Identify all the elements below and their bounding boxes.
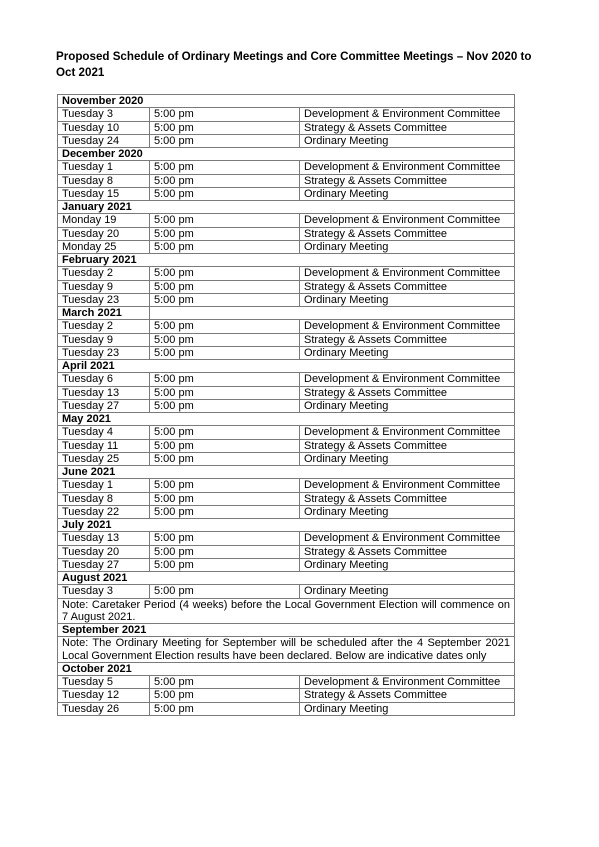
table-row [58, 280, 515, 293]
table-row [58, 187, 515, 200]
month-label: November 2020 [58, 95, 515, 108]
meeting-day: Tuesday 23 [58, 346, 150, 359]
month-header-row [58, 95, 515, 108]
meeting-day: Tuesday 23 [58, 293, 150, 306]
month-label: June 2021 [58, 466, 515, 479]
meeting-time: 5:00 pm [150, 227, 300, 240]
meeting-time: 5:00 pm [150, 452, 300, 465]
table-row [58, 545, 515, 558]
table-row [58, 532, 515, 545]
meeting-name: Development & Environment Committee [300, 214, 515, 227]
meeting-day: Tuesday 27 [58, 399, 150, 412]
meeting-name: Strategy & Assets Committee [300, 386, 515, 399]
meeting-time: 5:00 pm [150, 532, 300, 545]
meeting-time: 5:00 pm [150, 676, 300, 689]
meeting-time: 5:00 pm [150, 320, 300, 333]
meeting-day: Tuesday 1 [58, 161, 150, 174]
meeting-time: 5:00 pm [150, 399, 300, 412]
schedule-body [58, 95, 515, 716]
table-row [58, 585, 515, 598]
table-row [58, 320, 515, 333]
meeting-time: 5:00 pm [150, 386, 300, 399]
meeting-name: Strategy & Assets Committee [300, 439, 515, 452]
month-header-row [58, 307, 515, 320]
meeting-day: Tuesday 24 [58, 134, 150, 147]
meeting-day: Tuesday 9 [58, 280, 150, 293]
meeting-name: Strategy & Assets Committee [300, 689, 515, 702]
month-label: December 2020 [58, 148, 515, 161]
meeting-name: Development & Environment Committee [300, 532, 515, 545]
meeting-time: 5:00 pm [150, 240, 300, 253]
month-header-row [58, 466, 515, 479]
meeting-name: Strategy & Assets Committee [300, 121, 515, 134]
meeting-name: Ordinary Meeting [300, 240, 515, 253]
meeting-day: Tuesday 3 [58, 108, 150, 121]
month-header-row [58, 413, 515, 426]
month-header-row [58, 360, 515, 373]
meeting-day: Tuesday 4 [58, 426, 150, 439]
schedule-note: Note: The Ordinary Meeting for September will be scheduled after the 4 September 2021 Local Government Election results have been declared. Below are indicative dates only [58, 637, 515, 663]
empty-cell [150, 307, 515, 320]
meeting-name: Development & Environment Committee [300, 267, 515, 280]
meeting-name: Ordinary Meeting [300, 585, 515, 598]
table-row [58, 386, 515, 399]
meeting-time: 5:00 pm [150, 346, 300, 359]
month-header-row [58, 254, 515, 267]
table-row [58, 373, 515, 386]
meeting-day: Tuesday 13 [58, 386, 150, 399]
meeting-name: Ordinary Meeting [300, 452, 515, 465]
meeting-time: 5:00 pm [150, 187, 300, 200]
meeting-day: Tuesday 5 [58, 676, 150, 689]
meeting-name: Ordinary Meeting [300, 134, 515, 147]
meeting-day: Tuesday 10 [58, 121, 150, 134]
meeting-day: Tuesday 2 [58, 320, 150, 333]
meeting-time: 5:00 pm [150, 373, 300, 386]
meeting-day: Tuesday 15 [58, 187, 150, 200]
table-row [58, 134, 515, 147]
meeting-day: Tuesday 22 [58, 505, 150, 518]
month-header-row [58, 519, 515, 532]
meeting-day: Tuesday 25 [58, 452, 150, 465]
document-title: Proposed Schedule of Ordinary Meetings and Core Committee Meetings – Nov 2020 to Oct 2021 [56, 50, 532, 79]
table-row [58, 240, 515, 253]
month-label: March 2021 [58, 307, 150, 320]
meeting-time: 5:00 pm [150, 558, 300, 571]
meeting-time: 5:00 pm [150, 161, 300, 174]
meeting-name: Strategy & Assets Committee [300, 492, 515, 505]
meeting-time: 5:00 pm [150, 333, 300, 346]
meeting-day: Tuesday 20 [58, 545, 150, 558]
meeting-name: Development & Environment Committee [300, 373, 515, 386]
meeting-name: Strategy & Assets Committee [300, 333, 515, 346]
meeting-day: Tuesday 9 [58, 333, 150, 346]
table-row [58, 558, 515, 571]
meeting-name: Ordinary Meeting [300, 505, 515, 518]
meeting-time: 5:00 pm [150, 439, 300, 452]
month-label: October 2021 [58, 662, 515, 675]
meeting-day: Tuesday 12 [58, 689, 150, 702]
meeting-time: 5:00 pm [150, 479, 300, 492]
month-label: September 2021 [58, 624, 515, 637]
meeting-time: 5:00 pm [150, 121, 300, 134]
table-row [58, 108, 515, 121]
month-header-row [58, 624, 515, 637]
table-row [58, 676, 515, 689]
meeting-name: Strategy & Assets Committee [300, 280, 515, 293]
meeting-day: Tuesday 6 [58, 373, 150, 386]
meeting-day: Tuesday 1 [58, 479, 150, 492]
table-row [58, 174, 515, 187]
meeting-time: 5:00 pm [150, 108, 300, 121]
table-row [58, 689, 515, 702]
note-row [58, 637, 515, 663]
schedule-note: Note: Caretaker Period (4 weeks) before the Local Government Election will commence on 7 August 2021. [58, 598, 515, 624]
meeting-day: Tuesday 27 [58, 558, 150, 571]
meeting-name: Development & Environment Committee [300, 161, 515, 174]
month-header-row [58, 201, 515, 214]
table-row [58, 479, 515, 492]
table-row [58, 267, 515, 280]
table-row [58, 702, 515, 715]
table-row [58, 492, 515, 505]
table-row [58, 293, 515, 306]
month-label: April 2021 [58, 360, 515, 373]
meeting-day: Tuesday 8 [58, 174, 150, 187]
meeting-time: 5:00 pm [150, 585, 300, 598]
meeting-time: 5:00 pm [150, 267, 300, 280]
meeting-name: Ordinary Meeting [300, 702, 515, 715]
meeting-name: Ordinary Meeting [300, 293, 515, 306]
table-row [58, 161, 515, 174]
meeting-time: 5:00 pm [150, 134, 300, 147]
meeting-time: 5:00 pm [150, 505, 300, 518]
month-header-row [58, 572, 515, 585]
table-row [58, 505, 515, 518]
month-label: May 2021 [58, 413, 515, 426]
table-row [58, 426, 515, 439]
meeting-day: Monday 19 [58, 214, 150, 227]
month-label: July 2021 [58, 519, 515, 532]
month-label: January 2021 [58, 201, 515, 214]
month-header-row [58, 148, 515, 161]
meeting-name: Ordinary Meeting [300, 187, 515, 200]
table-row [58, 439, 515, 452]
meeting-time: 5:00 pm [150, 702, 300, 715]
meeting-name: Development & Environment Committee [300, 108, 515, 121]
meeting-day: Tuesday 13 [58, 532, 150, 545]
meeting-name: Strategy & Assets Committee [300, 174, 515, 187]
meeting-time: 5:00 pm [150, 293, 300, 306]
meeting-name: Strategy & Assets Committee [300, 545, 515, 558]
table-row [58, 346, 515, 359]
meeting-name: Ordinary Meeting [300, 399, 515, 412]
meeting-name: Ordinary Meeting [300, 346, 515, 359]
meeting-time: 5:00 pm [150, 545, 300, 558]
meeting-time: 5:00 pm [150, 174, 300, 187]
meeting-time: 5:00 pm [150, 214, 300, 227]
meeting-day: Monday 25 [58, 240, 150, 253]
table-row [58, 227, 515, 240]
note-row [58, 598, 515, 624]
month-label: February 2021 [58, 254, 515, 267]
meeting-time: 5:00 pm [150, 689, 300, 702]
meeting-day: Tuesday 26 [58, 702, 150, 715]
meeting-name: Development & Environment Committee [300, 676, 515, 689]
meeting-day: Tuesday 20 [58, 227, 150, 240]
table-row [58, 333, 515, 346]
table-row [58, 399, 515, 412]
meeting-schedule-table [57, 94, 515, 716]
table-row [58, 121, 515, 134]
table-row [58, 214, 515, 227]
meeting-day: Tuesday 8 [58, 492, 150, 505]
meeting-time: 5:00 pm [150, 426, 300, 439]
meeting-time: 5:00 pm [150, 280, 300, 293]
meeting-name: Strategy & Assets Committee [300, 227, 515, 240]
meeting-name: Development & Environment Committee [300, 426, 515, 439]
month-label: August 2021 [58, 572, 515, 585]
meeting-name: Development & Environment Committee [300, 320, 515, 333]
meeting-time: 5:00 pm [150, 492, 300, 505]
month-header-row [58, 662, 515, 675]
meeting-name: Development & Environment Committee [300, 479, 515, 492]
meeting-name: Ordinary Meeting [300, 558, 515, 571]
table-row [58, 452, 515, 465]
meeting-day: Tuesday 11 [58, 439, 150, 452]
meeting-day: Tuesday 3 [58, 585, 150, 598]
meeting-day: Tuesday 2 [58, 267, 150, 280]
